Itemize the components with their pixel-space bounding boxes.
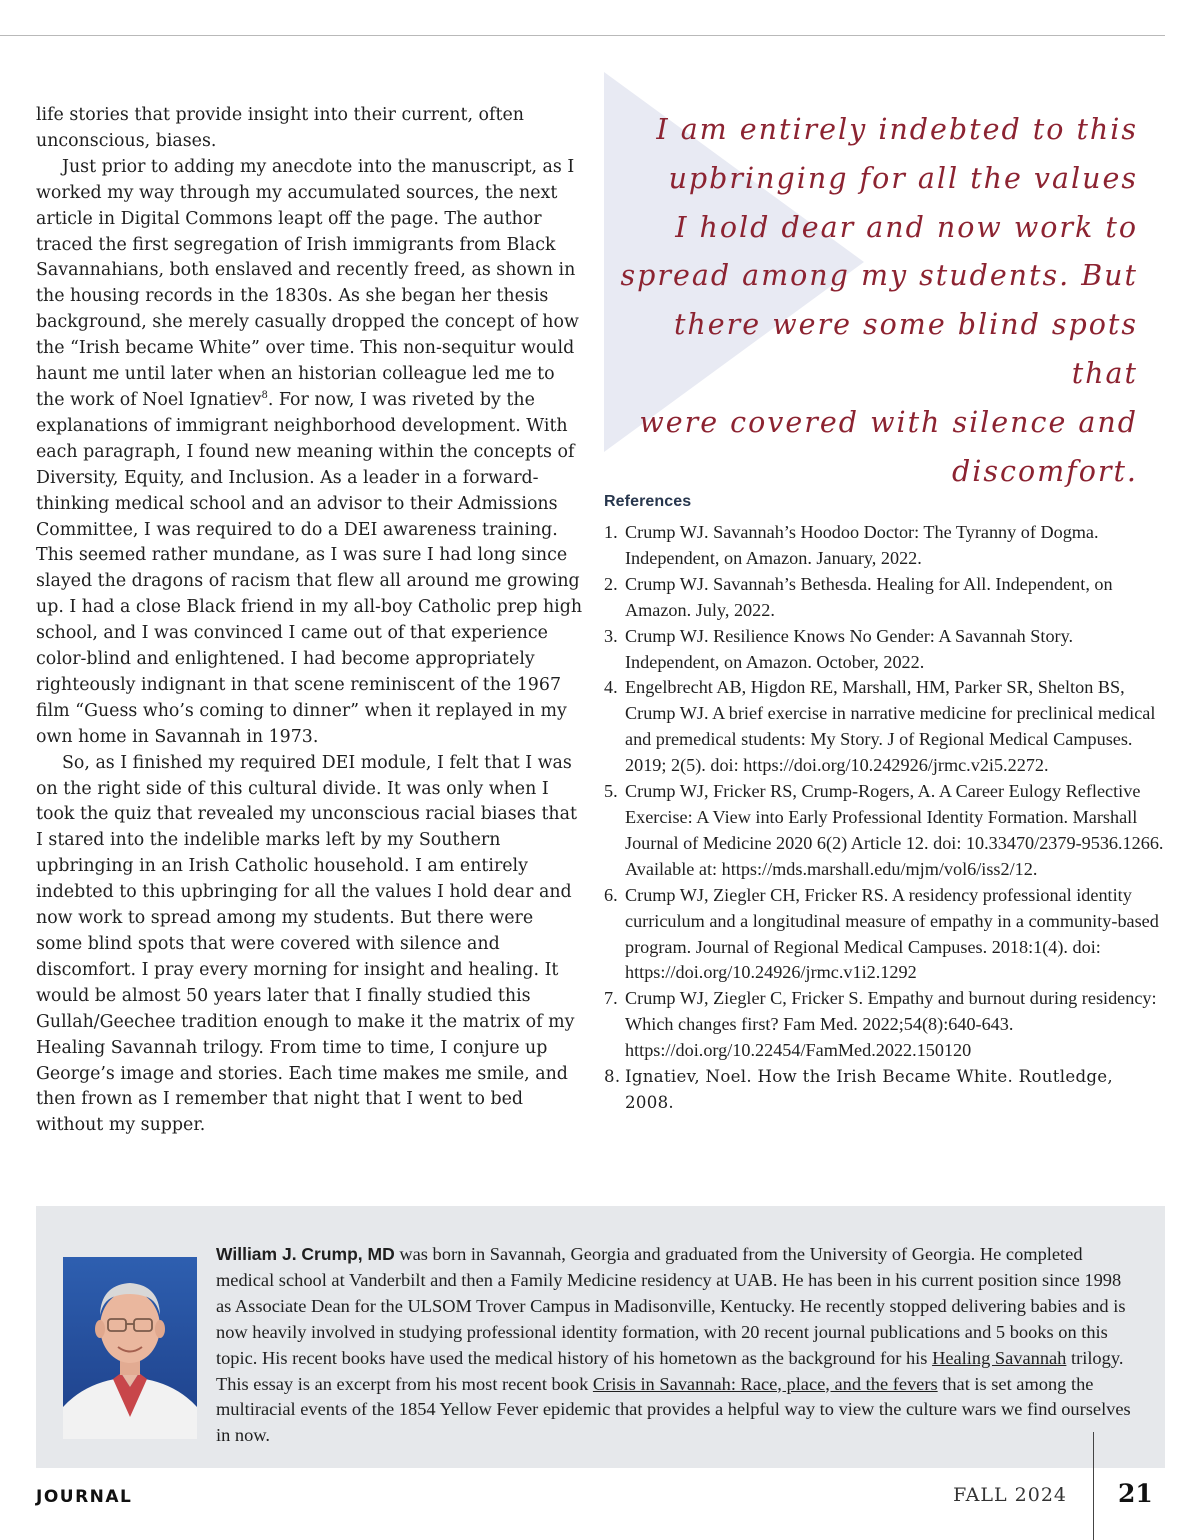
references-list [604,520,1164,1116]
reference-item [604,572,1164,624]
pull-quote-line: there were some blind spots that [673,308,1138,390]
pull-quote-line: discomfort. [952,454,1138,488]
journal-name: JOURNAL [36,1487,133,1507]
reference-text: Crump WJ. Resilience Knows No Gender: A Savannah Story. Independent, on Amazon. October, 2022. [625,625,1074,672]
reference-text: Ignatiev, Noel. How the Irish Became White. Routledge, 2008. [625,1067,1113,1112]
body-column [36,103,584,1139]
reference-text: Crump WJ, Ziegler CH, Fricker RS. A residency professional identity curriculum and a longitudinal measure of empathy in a community-based program. Journal of Regional Medical Campuses. 2018:1(4). doi: https://doi.org/10.24926/jrmc.v1i2.1292 [625,884,1159,983]
reference-item [604,1064,1164,1116]
reference-item [604,624,1164,676]
reference-text: Crump WJ. Savannah’s Hoodoo Doctor: The Tyranny of Dogma. Independent, on Amazon. January, 2022. [625,522,1099,568]
reference-number: 8. [604,1067,621,1087]
reference-item [604,779,1164,883]
reference-number: 3. [604,625,618,646]
reference-number: 2. [604,573,618,594]
reference-text: Crump WJ, Ziegler C, Fricker S. Empathy and burnout during residency: Which changes first? Fam Med. 2022;54(8):640-643. https://doi.org/10.22454/FamMed.2022.150120 [625,988,1157,1061]
book-title-healing-savannah: Healing Savannah [932,1347,1067,1368]
pull-quote [604,106,1138,496]
bio-text-b: trilogy. This essay is an excerpt from his most recent book [216,1347,1124,1394]
references-section [604,493,1164,1116]
pull-quote-line: spread among my students. But [620,259,1138,293]
issue-season: FALL 2024 [953,1484,1067,1506]
page-number: 21 [1118,1479,1153,1508]
reference-text: Engelbrecht AB, Higdon RE, Marshall, HM, Parker SR, Shelton BS, Crump WJ. A brief exercise in narrative medicine for preclinical medical and premedical students: My Story. J of Regional Medical Campuses. 2019; 2(5). doi: https://doi.org/10.242926/jrmc.v2i5.2272. [625,677,1156,776]
reference-item [604,883,1164,987]
top-rule [0,35,1165,36]
pull-quote-line: were covered with silence and [639,405,1138,439]
reference-item [604,520,1164,572]
reference-text: Crump WJ, Fricker RS, Crump-Rogers, A. A Career Eulogy Reflective Exercise: A View into Early Professional Identity Formation. Marshall Journal of Medicine 2020 6(2) Article 12. doi: 10.33470/2379-9536.1266. Available at: https://mds.marshall.edu/mjm/vol6/iss2/12. [625,781,1164,879]
paragraph-1: life stories that provide insight into their current, often unconscious, biases. [36,105,524,151]
reference-text: Crump WJ. Savannah’s Bethesda. Healing for All. Independent, on Amazon. July, 2022. [625,573,1113,620]
footer-divider [1093,1432,1094,1540]
pull-quote-line: I am entirely indebted to this [656,113,1138,146]
reference-number: 7. [604,988,618,1009]
reference-item [604,675,1164,779]
bio-text-c: that is set among the multiracial events of the 1854 Yellow Fever epidemic that provides a helpful way to view the culture wars we find ourselves in now. [216,1373,1131,1446]
author-photo [63,1257,197,1439]
paragraph-2 [36,155,584,751]
footnote-8-marker: 8 [261,390,268,402]
paragraph-2-a: Just prior to adding my anecdote into the manuscript, as I worked my way through my accumulated sources, the next article in Digital Commons leapt off the page. The author traced the first segregation of Irish immigrants from Black Savannahians, both enslaved and recently freed, as shown in the housing records in the 1830s. As she began her thesis background, she merely casually dropped the concept of how the “Irish became White” over time. This non-sequitur would haunt me until later when an historian colleague led me to the work of Noel Ignatiev [36,156,579,410]
reference-number: 6. [604,884,618,905]
references-heading: References [604,493,692,510]
book-title-crisis-in-savannah: Crisis in Savannah: Race, place, and the fevers [592,1373,938,1394]
paragraph-3: So, as I finished my required DEI module, I felt that I was on the right side of this cultural divide. It was only when I took the quiz that revealed my unconscious racial biases that I stared into the indelible marks left by my Southern upbringing in an Irish Catholic household. I am entirely indebted to this upbringing for all the values I hold dear and now work to spread among my students. But there were some blind spots that were covered with silence and discomfort. I pray every morning for insight and healing. It would be almost 50 years later that I finally studied this Gullah/Geechee tradition enough to make it the matrix of my Healing Savannah trilogy. From time to time, I conjure up George’s image and stories. Each time makes me smile, and then frown as I remember that night that I went to bed without my supper. [36,752,577,1136]
reference-number: 4. [604,677,618,698]
author-name: William J. Crump, MD [216,1244,395,1264]
pull-quote-line: upbringing for all the values [668,161,1138,195]
bio-text-a: was born in Savannah, Georgia and graduated from the University of Georgia. He completed medical school at Vanderbilt and then a Family Medicine residency at UAB. He has been in his current position since 1998 as Associate Dean for the ULSOM Trover Campus in Madisonville, Kentucky. He recently stopped delivering babies and is now heavily involved in studying professional identity formation, with 20 recent journal publications and 5 books on this topic. His recent books have used the medical history of his hometown as the background for his [216,1244,1126,1368]
pull-quote-line: I hold dear and now work to [675,210,1138,244]
paragraph-2-b: . For now, I was riveted by the explanations of immigrant neighborhood development. With each paragraph, I found new meaning within the concepts of Diversity, Equity, and Inclusion. As a leader in a forward-thinking medical school and an advisor to their Admissions Committee, I was required to do a DEI awareness training. This seemed rather mundane, as I was sure I had long since slayed the dragons of racism that flew all around me growing up. I had a close Black friend in my all-boy Catholic prep high school, and I was convinced I came out of that experience color-blind and enlightened. I had become appropriately righteously indignant in that scene reminiscent of the 1967 film “Guess who’s coming to dinner” when it replayed in my own home in Savannah in 1973. [36,389,583,747]
reference-number: 5. [604,781,618,802]
reference-number: 1. [604,522,618,542]
reference-item [604,986,1164,1064]
author-bio [216,1242,1134,1449]
